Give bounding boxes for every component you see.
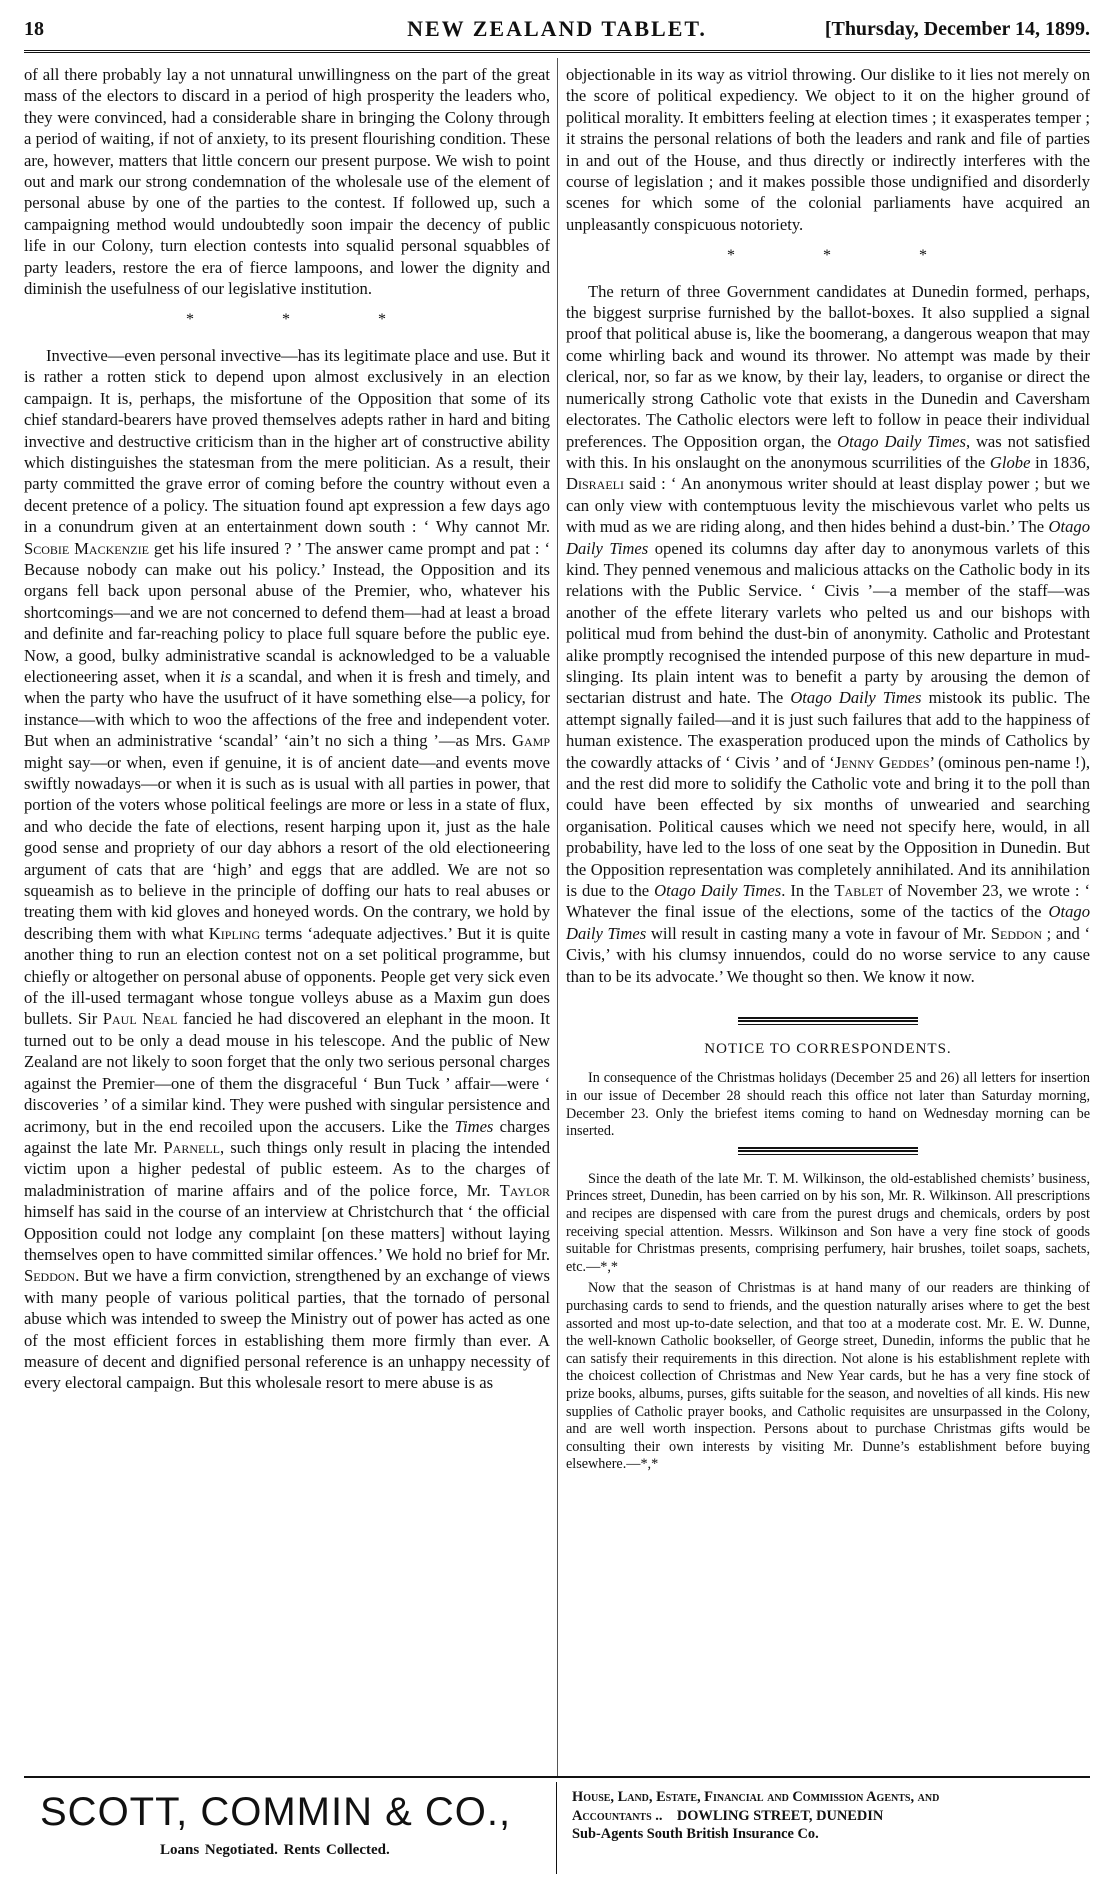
right-column [566,64,1090,1478]
advert-line-1: House, Land, Estate, Financial and Commission Agents, and [572,1789,940,1805]
name-kipling: Kipling [208,923,261,943]
name-neal: Paul Neal [102,1009,178,1029]
wilkinson-notice: Since the death of the late Mr. T. M. Wilkinson, the old-established chemists’ business, Princes street, Dunedin, has been carried on by his son, Mr. R. Wilkinson. All prescriptions and recipes are dispensed with care from the purest drugs and chemicals, orders by post receiving special attention. Messrs. Wilkinson and Son have a very fine stock of goods suitable for Christmas presents, comprising perfumery, hair brushes, toilet soaps, sachets, etc.—*,* [566,1170,1090,1275]
right-paragraph-2: The return of three Government candidates at Dunedin formed, perhaps, the biggest surprise furnished by the ballot-boxes. It also supplied a signal proof that political abuse is, like the boomerang, a dangerous weapon that may come whirling back and wound its thrower. No attempt was made by their clerical, nor, so far as we know, by their lay, leaders, to organise or direct the numerically strong Catholic vote that exists in the Dunedin and Caversham electorates. The Catholic electors were left to follow in peace their individual preferences. The Opposition organ, the Otago Daily Times, was not satisfied with this. In his onslaught on the anonymous scurrilities of the Globe in 1836, Disraeli said : ‘ An anonymous writer should at least display power ; but we can only view with contemptuous levity the mischievous varlet who pelts us with mud as we are riding along, and then hides behind a dust-bin.’ The Otago Daily Times opened its columns day after day to anonymous varlets of this kind. They penned venemous and malicious attacks on the Catholic body in its relations with the Public Service. ‘ Civis ’—a member of the staff—was another of the effete literary varlets who pelted us and our bishops with political mud from behind the dust-bin of anonymity. Catholic and Protestant alike promptly recognised the intended purpose of this new departure in mud-slinging. Its plain intent was to benefit a party by arousing the demon of sectarian distrust and hate. The Otago Daily Times mistook its public. The attempt signally failed—and it is just such failures that add to the happiness of human existence. The exasperation produced upon the minds of Catholics by the cowardly attacks of ‘ Civis ’ and of ‘Jenny Geddes’ (ominous pen-name !), and the rest did more to solidify the Catholic vote and bring it to the poll than could have been effected by six months of unwearied and searching organisation. Political causes which we need not specify here, would, in all probability, have led to the loss of one seat by the Opposition in Dunedin. But the Opposition representation was completely annihilated. And its annihilation is due to the Otago Daily Times. In the Tablet of November 23, we wrote : ‘ Whatever the final issue of the elections, some of the tactics of the Otago Daily Times will result in casting many a vote in favour of Mr. Seddon ; and ‘ Civis,’ with his clumsy innuendos, could do no worse service to any cause than to be its advocate.’ We thought so then. We know it now. [566,281,1091,986]
tablet-name: Tablet [834,881,884,901]
issue-date: [Thursday, December 14, 1899. [824,18,1090,40]
advert-services: Loans Negotiated. Rents Collected. [160,1842,390,1858]
left-paragraph-1: of all there probably lay a not unnatural unwillingness on the part of the great mass of the electors to discard in a period of high prosperity the leaders who, they were convinced, had a considerable share in bringing the Colony through a period of waiting, if not of anxiety, to its present flourishing condition. These are, however, matters that little concern our present purpose. We wish to point out and mark our strong condemnation of the wholesale use of the element of personal abuse by one of the parties to the contest. If followed up, such a campaigning method would undoubtedly soon impair the decency of public life in our Colony, turn election contests into squalid personal squabbles of party leaders, restore the era of fierce lampoons, and lower the dignity and diminish the usefulness of our legislative institution. [24,65,550,299]
name-gamp: Gamp [512,731,550,751]
name-mackenzie: Scobie Mackenzie [24,538,149,558]
page-number: 18 [24,18,44,40]
name-disraeli: Disraeli [566,474,624,494]
dunne-notice: Now that the season of Christmas is at hand many of our readers are thinking of purchasing cards to send to friends, and the question naturally arises where to get the best assorted and most up-to-date selection, and that too at a moderate cost. Mr. E. W. Dunne, the well-known Catholic bookseller, of George street, Dunedin, informs the public that he can satisfy their requirements in this direction. Not alone is his establishment replete with the choicest collection of Christmas and New Year cards, but he has a very fine stock of prize books, albums, purses, gifts suitable for the season, and novelties of all kinds. His new supplies of Catholic prayer books, and Catholic requisites are unsurpassed in the Colony, and are well worth inspection. Persons about to purchase Christmas gifts would be consulting their own interests by visiting Mr. Dunne’s establishment before buying elsewhere.—*,* [566,1280,1090,1473]
notice-top-rule [738,1017,918,1025]
advert-divider [556,1782,557,1874]
name-seddon: Seddon [990,923,1042,943]
notice-title: NOTICE TO CORRESPONDENTS. [704,1041,952,1058]
name-geddes: Jenny Geddes [834,752,930,772]
right-paragraph-1: objectionable in its way as vitriol throwing. Our dislike to it lies not merely on the score of political expediency. We object to it on the higher ground of political morality. It embitters feeling at election times ; it exasperates temper ; it strains the personal relations of both the leaders and rank and file of parties in and out of the House, and thus directly or indirectly interferes with the course of legislation ; and it makes possible those undignified and disorderly scenes for which some of the colonial parliaments have acquired an unpleasantly conspicuous notoriety. [566,65,1090,234]
notice-bottom-rule [738,1147,918,1155]
advert-line-2: Accountants .. DOWLING STREET, DUNEDIN [572,1807,884,1824]
left-column [24,64,550,1398]
section-stars: * * * [186,311,388,329]
name-seddon: Seddon [24,1266,76,1286]
advert-line-3: Sub-Agents South British Insurance Co. [572,1826,819,1842]
column-rule [557,58,558,1776]
header-rule [24,50,1090,53]
section-stars: * * * [727,247,929,265]
advert-firm-name: SCOTT, COMMIN & CO., [40,1790,512,1834]
advert-top-rule [24,1776,1090,1778]
notice-text: In consequence of the Christmas holidays (December 25 and 26) all letters for insertion in our issue of December 28 should reach this office not later than Saturday morning, December 23. Only the briefest items coming to hand on Wednesday morning can be inserted. [566,1070,1090,1140]
name-parnell: Parnell [163,1137,220,1157]
masthead-title: NEW ZEALAND TABLET. [407,16,707,41]
page-header [24,14,1090,48]
name-taylor: Taylor [499,1180,550,1200]
notice-body [566,1070,1090,1140]
advert-address: DOWLING STREET, DUNEDIN [676,1807,884,1824]
advert-details [572,1788,939,1844]
advertorials [566,1171,1090,1474]
left-paragraph-2: Invective—even personal invective—has its legitimate place and use. But it is rather a rotten stick to depend upon almost exclusively in an election campaign. It is, perhaps, the misfortune of the Opposition that some of its chief standard-bearers have proved themselves adepts rather in hard and biting invective and destructive criticism than in the higher art of constructive ability which distinguishes the statesman from the mere politician. As a result, their party committed the grave error of coming before the country without even a decent pretence of a policy. The situation found apt expression a few days ago in a conundrum given at an entertainment down south : ‘ Why cannot Mr. Scobie Mackenzie get his life insured ? ’ The answer came prompt and pat : ‘ Because nobody can make out his policy.’ Instead, the Opposition and its organs fell back upon personal abuse of the Premier, who, whatever his shortcomings—and we are not concerned to defend them—had at least a broad and definite and far-reaching policy to place full square before the public eye. Now, a good, bulky administrative scandal is acknowledged to be a valuable electioneering asset, when it is a scandal, and when it is fresh and timely, and when the party who have the usufruct of it have something else—a policy, for instance—with which to woo the affections of the free and independent voter. But when an administrative ‘scandal’ ‘ain’t no sich a thing ’—as Mrs. Gamp might say—or when, even if genuine, it is of ancient date—and events move swiftly nowadays—or when it is such as is usual with all parties in power, that portion of the voters whose political feelings are more or less in a state of flux, and who decide the fate of elections, resent harping upon it, just as the hale good sense and propriety of our day abhors a resort of the old electioneering argument of cats that are ‘high’ and eggs that are addled. We are not so squeamish as to believe in the principle of doffing our hats to real abuses or treating them with kid gloves and honeyed words. On the contrary, we hold by describing them with what Kipling terms ‘adequate adjectives.’ But it is quite another thing to run an election contest not on a set political programme, but chiefly or altogether on personal abuse of opponents. People get very sick even of the ill-used termagant whose tongue volleys abuse as a Maxim gun does bullets. Sir Paul Neal fancied he had discovered an elephant in the moon. It turned out to be only a dead mouse in his telescope. And the public of New Zealand are not likely to soon forget that the only two serious personal charges against the Premier—one of them the disgraceful ‘ Bun Tuck ’ affair—were ‘ discoveries ’ of a similar kind. They were pushed with singular persistence and acrimony, but in the end recoiled upon the accusers. Like the Times charges against the late Mr. Parnell, such things only result in placing the intended victim upon a higher pedestal of public esteem. As to the charges of maladministration of marine affairs and of the police force, Mr. Taylor himself has said in the course of an interview at Christchurch that ‘ the official Opposition could not lodge any complaint [on these matters] without laying themselves open to have committed similar offences.’ We hold no brief for Mr. Seddon. But we have a firm conviction, strengthened by an exchange of views with many people of various political parties, that the tornado of personal abuse which was intended to sweep the Ministry out of power has acted as one of the most efficient forces in establishing them more firmly than ever. A measure of decent and dignified personal reference is an unhappy necessity of every electoral campaign. But this wholesale resort to mere abuse is as [24,345,551,1393]
